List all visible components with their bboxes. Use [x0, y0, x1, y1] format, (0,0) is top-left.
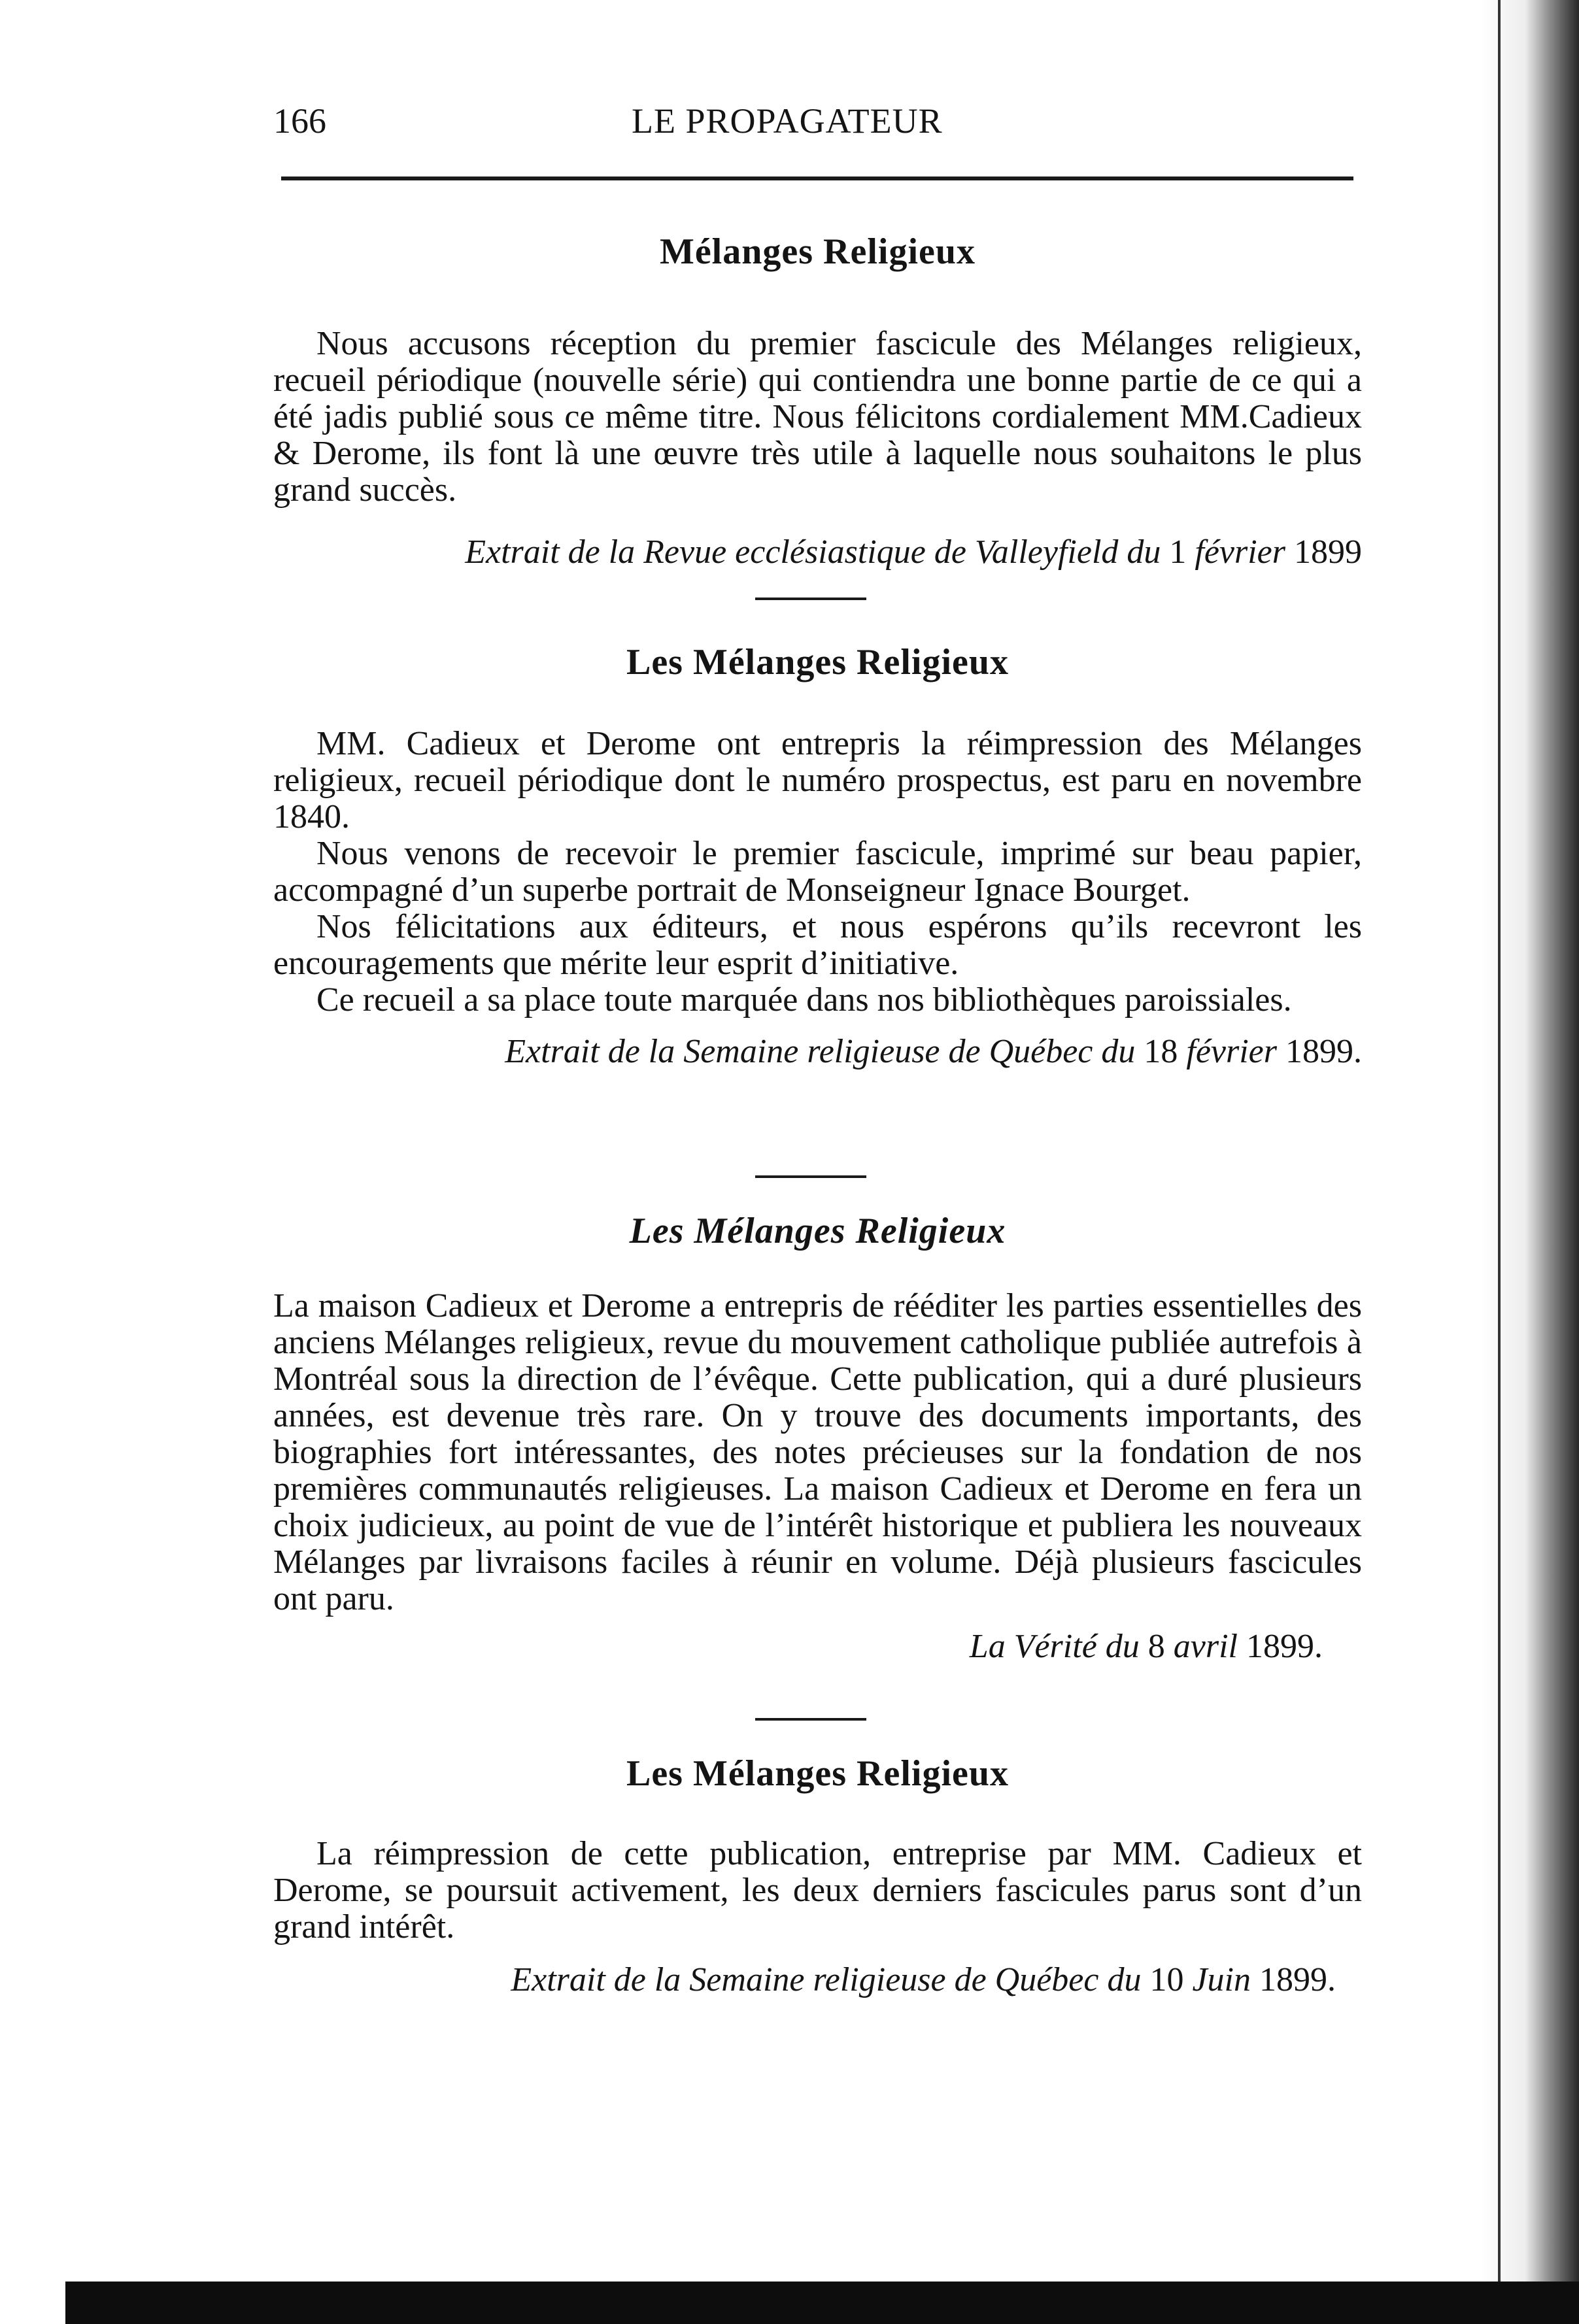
- article-2-paragraph-3: Nos félicitations aux éditeurs, et nous espérons qu’ils recevront les encouragements que mérite leur esprit d’initiative.: [273, 908, 1362, 982]
- scan-edge-line: [1498, 0, 1501, 2324]
- source-month: Juin: [1183, 1961, 1259, 1998]
- source-year: 1899.: [1285, 1033, 1362, 1070]
- source-text: Extrait de la Semaine religieuse de Québec du: [511, 1961, 1150, 1998]
- article-2: [273, 641, 1362, 1071]
- article-2-heading: Les Mélanges Religieux: [626, 642, 1010, 682]
- scan-bottom-band: [65, 2282, 1579, 2324]
- scan-page-edge: [1481, 0, 1579, 2324]
- article-4-heading: Les Mélanges Religieux: [626, 1753, 1010, 1794]
- article-1-source: [273, 533, 1362, 571]
- source-year: 1899: [1294, 533, 1362, 571]
- running-title: LE PROPAGATEUR: [632, 101, 943, 141]
- article-2-source: [273, 1033, 1362, 1071]
- article-3: [273, 1209, 1362, 1666]
- article-4-paragraph: La réimpression de cette publication, entreprise par MM. Cadieux et Derome, se poursuit activement, les deux derniers fascicules parus sont d’un grand intérêt.: [273, 1835, 1362, 1945]
- source-year: 1899.: [1246, 1628, 1323, 1665]
- source-text: La Vérité du: [969, 1628, 1148, 1665]
- page-number: 166: [273, 101, 326, 141]
- source-day: 1: [1169, 533, 1187, 571]
- separator-rule: [755, 598, 866, 600]
- source-year: 1899.: [1259, 1961, 1336, 1998]
- source-day: 10: [1149, 1961, 1184, 1998]
- article-3-source: [273, 1628, 1362, 1666]
- article-1-heading: Mélanges Religieux: [659, 231, 976, 272]
- separator-rule: [755, 1175, 866, 1178]
- separator-rule: [755, 1718, 866, 1721]
- article-3-paragraph: La maison Cadieux et Derome a entrepris de rééditer les parties essentielles des anciens Mélanges religieux, revue du mouvement catholique publiée autrefois à Montréal sous la direction de l’évêque. Cette publication, qui a duré plusieurs années, est devenue très rare. On y trouve des documents importants, des biographies fort intéressantes, des notes précieuses sur la fondation de nos premières communautés religieuses. La maison Cadieux et Derome en fera un choix judicieux, au point de vue de l’intérêt historique et publiera les nouveaux Mélanges par livraisons faciles à réunir en volume. Déjà plusieurs fascicules ont paru.: [273, 1287, 1362, 1617]
- page-header: [273, 98, 1372, 144]
- source-month: février: [1186, 533, 1294, 571]
- source-text: Extrait de la Revue ecclésiastique de Valleyfield du: [465, 533, 1170, 571]
- article-1: [273, 230, 1362, 571]
- source-month: février: [1178, 1033, 1285, 1070]
- article-2-paragraph-4: Ce recueil a sa place toute marquée dans nos bibliothèques paroissiales.: [316, 981, 1292, 1019]
- article-4: [273, 1752, 1362, 1999]
- source-month: avril: [1164, 1628, 1246, 1665]
- article-1-paragraph: Nous accusons réception du premier fascicule des Mélanges religieux, recueil périodique (nouvelle série) qui contiendra une bonne partie de ce qui a été jadis publié sous ce même titre. Nous félicitons cordialement MM.Cadieux & Derome, ils font là une œuvre très utile à laquelle nous souhaitons le plus grand succès.: [273, 325, 1362, 509]
- article-3-heading: Les Mélanges Religieux: [629, 1211, 1006, 1251]
- article-4-source: [273, 1961, 1362, 1999]
- source-day: 18: [1144, 1033, 1178, 1070]
- source-day: 8: [1147, 1628, 1165, 1665]
- article-2-paragraph-1: MM. Cadieux et Derome ont entrepris la réimpression des Mélanges religieux, recueil périodique dont le numéro prospectus, est paru en novembre 1840.: [273, 725, 1362, 835]
- header-rule: [281, 177, 1353, 180]
- article-2-paragraph-2: Nous venons de recevoir le premier fascicule, imprimé sur beau papier, accompagné d’un superbe portrait de Monseigneur Ignace Bourget.: [273, 835, 1362, 909]
- source-text: Extrait de la Semaine religieuse de Québec du: [505, 1033, 1144, 1070]
